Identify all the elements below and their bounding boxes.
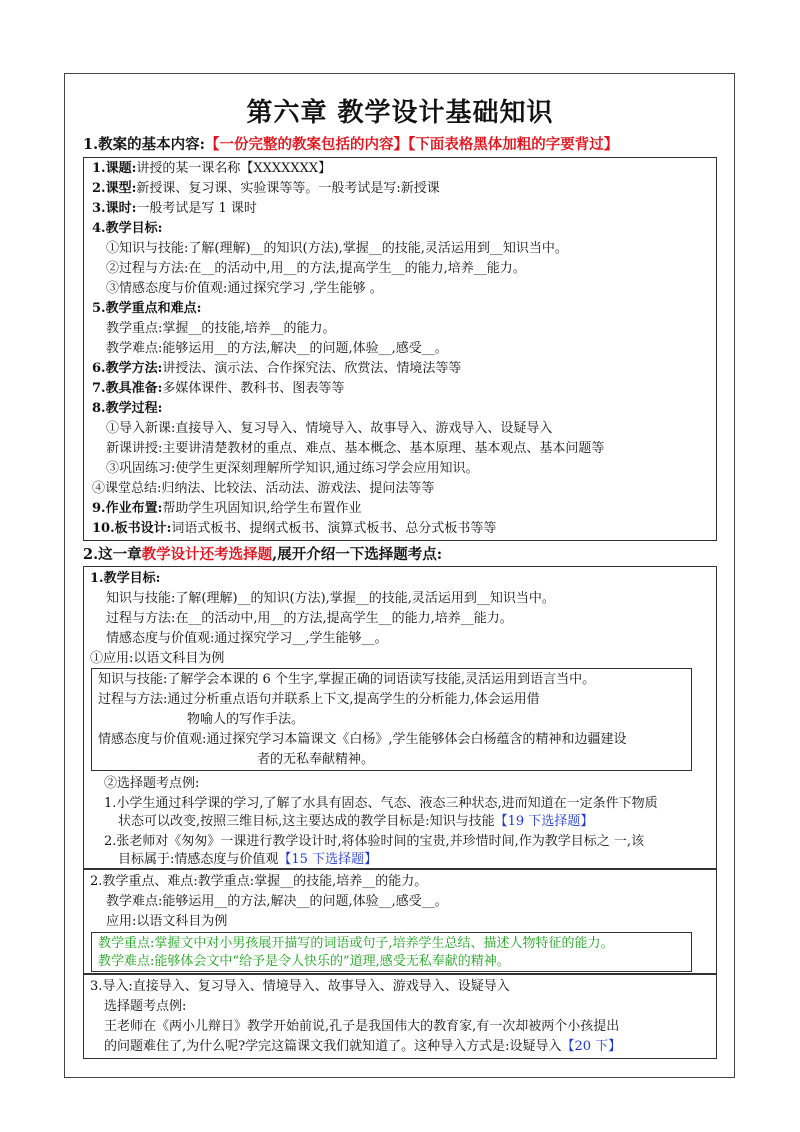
item-value: ③巩固练习:使学生更深刻理解所学知识,通过练习学会应用知识。 <box>106 461 479 476</box>
item-value: 新课讲授:主要讲清楚教材的重点、难点、基本概念、基本原理、基本观点、基本问题等 <box>106 441 605 456</box>
section2-label-b: ,展开介绍一下选择题考点: <box>272 546 443 563</box>
lesson-plan-item <box>92 200 257 218</box>
lesson-plan-item <box>106 460 479 478</box>
example-line-4: 情感态度与价值观:通过探究学习本篇课文《白杨》,学生能够体会白杨蕴含的精神和边疆建设 <box>98 732 627 747</box>
item-key: 4.教学目标: <box>92 221 163 236</box>
item-value: 教学重点:掌握__的技能,培养__的能力。 <box>106 321 336 336</box>
item-value: 新授课、复习课、实验课等等。一般考试是写:新授课 <box>136 181 440 196</box>
green-line-2: 教学难点:能够体会文中“给予是令人快乐的”道理,感受无私奉献的精神。 <box>98 954 510 969</box>
lesson-plan-item <box>92 520 496 538</box>
lesson-plan-item <box>92 220 162 238</box>
quiz-q1-line-1: 1.小学生通过科学课的学习,了解了水具有固态、气态、液态三种状态,进而知道在一定条件下物质 <box>104 796 658 811</box>
quiz-q1-tag: 【19 下选择题】 <box>494 814 594 829</box>
lesson-plan-item <box>92 480 434 498</box>
item-key: 8.教学过程: <box>92 401 163 416</box>
lesson-plan-item <box>92 360 461 378</box>
part2-line-1: 2.教学重点、难点:教学重点:掌握__的技能,培养__的能力。 <box>90 874 428 889</box>
item-key: 3.课时: <box>92 201 137 216</box>
lesson-plan-item <box>92 500 362 518</box>
section2-label-red: 教学设计还考选择题 <box>141 546 273 563</box>
part3-line-4 <box>104 1038 621 1056</box>
item-value: 词语式板书、提纲式板书、演算式板书、总分式板书等等 <box>171 521 497 536</box>
quiz-q2-line-2 <box>118 851 377 869</box>
lesson-plan-item <box>92 400 162 418</box>
example-line-2: 过程与方法:通过分析重点语句并联系上下文,提高学生的分析能力,体会运用借 <box>98 692 540 707</box>
part2-line-3: 应用:以语文科目为例 <box>106 914 228 929</box>
item-value: 多媒体课件、教科书、图表等等 <box>162 381 345 396</box>
item-value: 教学难点:能够运用__的方法,解决__的问题,体验__,感受__。 <box>106 341 448 356</box>
part1-line-2: 过程与方法:在__的活动中,用__的方法,提高学生__的能力,培养__能力。 <box>106 611 513 626</box>
part3-line-3: 王老师在《两小儿辩日》教学开始前说,孔子是我国伟大的教育家,有一次却被两个小孩提出 <box>104 1019 620 1034</box>
section1-label: 1.教案的基本内容: <box>83 136 205 153</box>
item-value: ②过程与方法:在__的活动中,用__的方法,提高学生__的能力,培养__能力。 <box>106 261 526 276</box>
lesson-plan-item <box>92 300 201 318</box>
lesson-plan-item <box>106 440 604 458</box>
section2-heading <box>83 546 442 564</box>
part1-heading: 1.教学目标: <box>90 571 161 586</box>
part3-line-1: 3.导入:直接导入、复习导入、情境导入、故事导入、游戏导入、设疑导入 <box>90 979 510 994</box>
item-value: 讲授法、演示法、合作探究法、欣赏法、情境法等等 <box>162 361 462 376</box>
example-line-3: 物喻人的写作手法。 <box>187 712 305 727</box>
example-line-5: 者的无私奉献精神。 <box>257 752 375 767</box>
item-value: ①导入新课:直接导入、复习导入、情境导入、故事导入、游戏导入、设疑导入 <box>106 421 553 436</box>
lesson-plan-item <box>106 320 336 338</box>
item-value: 帮助学生巩固知识,给学生布置作业 <box>162 501 362 516</box>
item-value: 一般考试是写 1 课时 <box>136 201 257 216</box>
quiz-q2-text: 目标属于:情感态度与价值观 <box>118 852 279 867</box>
quiz-q2-tag: 【15 下选择题】 <box>278 852 378 867</box>
item-value: 讲授的某一课名称【XXXXXXX】 <box>136 161 332 176</box>
part1-line-3: 情感态度与价值观:通过探究学习__,学生能够__。 <box>106 631 388 646</box>
quiz-q2-line-1: 2.张老师对《匆匆》一课进行教学设计时,将体验时间的宝贵,并珍惜时间,作为教学目标之 一,该 <box>104 834 645 849</box>
part2-line-2: 教学难点:能够运用__的方法,解决__的问题,体验__,感受__。 <box>106 894 448 909</box>
item-value: ①知识与技能:了解(理解)__的知识(方法),掌握__的技能,灵活运用到__知识当中。 <box>106 241 568 256</box>
item-key: 7.教具准备: <box>92 381 163 396</box>
item-key: 5.教学重点和难点: <box>92 301 202 316</box>
green-line-1: 教学重点:掌握文中对小男孩展开描写的词语或句子,培养学生总结、描述人物特征的能力。 <box>98 936 614 951</box>
item-key: 1.课题: <box>92 161 137 176</box>
lesson-plan-item <box>106 280 383 298</box>
part3-tag: 【20 下】 <box>561 1039 622 1054</box>
example-line-1: 知识与技能:了解学会本课的 6 个生字,掌握正确的词语读写技能,灵活运用到语言当中。 <box>98 672 596 687</box>
part3-line-2: 选择题考点例: <box>104 999 187 1014</box>
item-value: ④课堂总结:归纳法、比较法、活动法、游戏法、提问法等等 <box>92 481 435 496</box>
lesson-plan-item <box>92 160 331 178</box>
section1-note-b: 【下面表格黑体加粗的字要背过】 <box>408 136 619 153</box>
lesson-plan-item <box>92 380 344 398</box>
lesson-plan-item <box>106 340 448 358</box>
section2-label-a: 2.这一章 <box>83 546 142 563</box>
item-value: ③情感态度与价值观:通过探究学习 ,学生能够 。 <box>106 281 383 296</box>
application-label: ①应用:以语文科目为例 <box>90 651 225 666</box>
part3-text: 的问题难住了,为什么呢?学完这篇课文我们就知道了。这种导入方式是:设疑导入 <box>104 1039 562 1054</box>
item-key: 2.课型: <box>92 181 137 196</box>
item-key: 6.教学方法: <box>92 361 163 376</box>
quiz-q1-text: 状态可以改变,按照三维目标,这主要达成的教学目标是:知识与技能 <box>118 814 495 829</box>
quiz-title: ②选择题考点例: <box>104 776 200 791</box>
page-title: 第六章 教学设计基础知识 <box>246 98 554 128</box>
part1-line-1: 知识与技能:了解(理解)__的知识(方法),掌握__的技能,灵活运用到__知识当中。 <box>106 591 555 606</box>
lesson-plan-item <box>92 180 440 198</box>
lesson-plan-item <box>106 260 526 278</box>
section1-heading <box>83 136 618 154</box>
quiz-q1-line-2 <box>118 813 593 831</box>
lesson-plan-item <box>106 420 552 438</box>
item-key: 10.板书设计: <box>92 521 172 536</box>
item-key: 9.作业布置: <box>92 501 163 516</box>
section1-note-a: 【一份完整的教案包括的内容】 <box>205 136 408 153</box>
lesson-plan-item <box>106 240 568 258</box>
